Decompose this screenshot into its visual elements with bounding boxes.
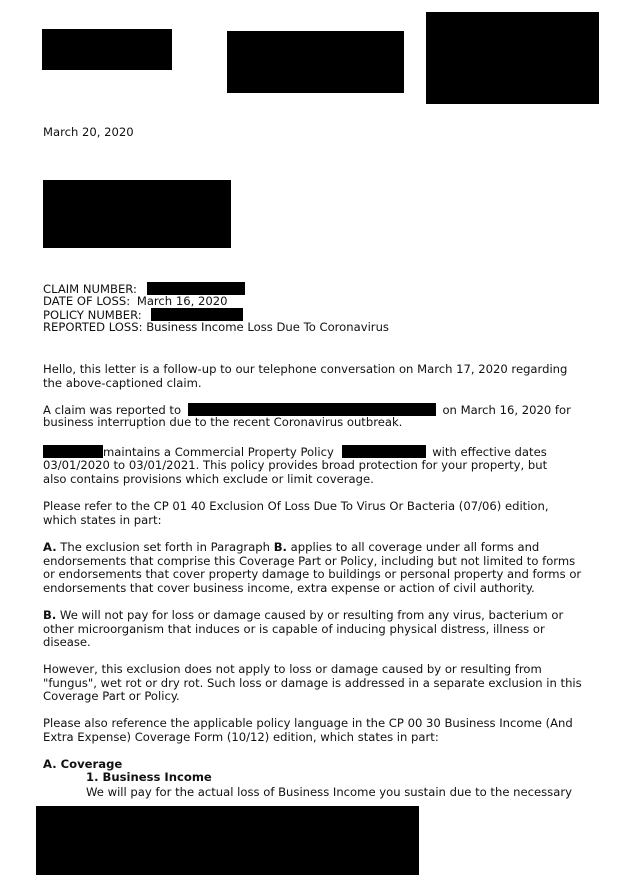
intro-paragraph: Hello, this letter is a follow-up to our telephone conversation on March 17, 2020 regarding the above-captioned claim. <box>43 362 568 390</box>
redacted-block-top-center <box>227 31 404 93</box>
claim-reported-line2: business interruption due to the recent Coronavirus outbreak. <box>43 415 403 429</box>
redacted-insured-short <box>43 445 103 458</box>
policy-line3: also contains provisions which exclude or limit coverage. <box>43 472 374 486</box>
exclusion-paragraph-a <box>43 541 583 595</box>
redacted-policy-ref <box>342 445 426 458</box>
claim-reported-suffix: on March 16, 2020 for <box>442 403 571 417</box>
paragraph-b-lead: B. <box>43 608 57 622</box>
date-of-loss-value: March 16, 2020 <box>136 294 228 308</box>
paragraph-b-text: We will not pay for loss or damage caused by or resulting from any virus, bacterium or other microorganism that induces or is capable of inducing physical distress, illness or disease. <box>43 608 564 650</box>
redacted-recipient-address <box>43 180 231 248</box>
business-income-heading: 1. Business Income <box>86 770 212 784</box>
policy-line2: 03/01/2020 to 03/01/2021. This policy provides broad protection for your property, but <box>43 458 548 472</box>
paragraph-a-text1: The exclusion set forth in Paragraph <box>56 540 274 554</box>
redacted-block-top-right <box>426 12 599 104</box>
coverage-heading: A. Coverage <box>43 757 123 771</box>
refer-paragraph: Please refer to the CP 01 40 Exclusion Of Loss Due To Virus Or Bacteria (07/06) edition, which states in part: <box>43 499 549 527</box>
claim-number-label: CLAIM NUMBER: <box>43 282 137 296</box>
exclusion-paragraph-b <box>43 609 583 650</box>
letter-date: March 20, 2020 <box>43 125 134 139</box>
paragraph-a-lead: A. <box>43 540 57 554</box>
policy-number-label: POLICY NUMBER: <box>43 308 142 322</box>
business-income-text: We will pay for the actual loss of Business Income you sustain due to the necessary <box>86 785 572 799</box>
claim-reported-prefix: A claim was reported to <box>43 403 182 417</box>
date-of-loss-line <box>43 295 227 309</box>
paragraph-a-bold-b: B. <box>273 540 287 554</box>
policy-part1: maintains a Commercial Property Policy <box>103 445 334 459</box>
reported-loss-line <box>43 321 389 335</box>
date-of-loss-label: DATE OF LOSS: <box>43 294 131 308</box>
paragraph-a-text2: applies to all coverage under all forms and endorsements that comprise this Coverage Part or Policy, including but not limited to forms or endorsements that cover property damage to buildings or personal property and forms or endorsements that cover business income, extra expense or action of civil authority. <box>43 540 582 595</box>
reported-loss-value: Business Income Loss Due To Coronavirus <box>146 320 389 334</box>
reference-paragraph: Please also reference the applicable policy language in the CP 00 30 Business Income (And Extra Expense) Coverage Form (10/12) edition, which states in part: <box>43 716 573 744</box>
reported-loss-label: REPORTED LOSS: <box>43 320 143 334</box>
policy-part2: with effective dates <box>432 445 547 459</box>
redacted-block-bottom <box>36 806 419 875</box>
however-paragraph: However, this exclusion does not apply to loss or damage caused by or resulting from "fungus", wet rot or dry rot. Such loss or damage is addressed in a separate exclusion in this Coverage Part or Policy. <box>43 662 582 704</box>
redacted-block-top-left <box>42 29 172 70</box>
